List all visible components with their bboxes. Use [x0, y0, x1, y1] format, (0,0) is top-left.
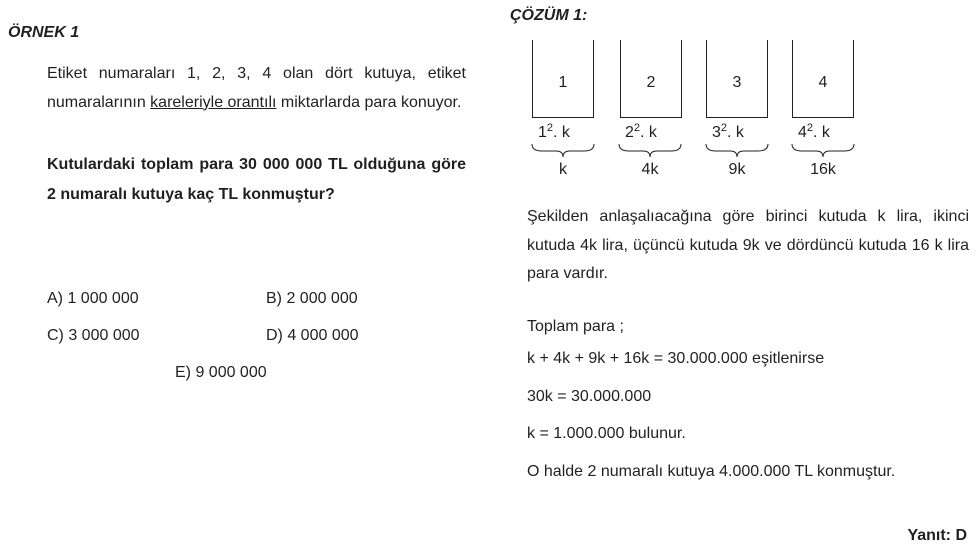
intro-text-end: miktarlarda para konuyor.: [276, 93, 462, 111]
box-4-number: 4: [818, 74, 828, 91]
box-2-square-label: $2^2$. k: [625, 122, 657, 141]
box-3: [706, 40, 768, 118]
intro-text: Etiket numaraları 1, 2, 3, 4 olan dört kutuya, etiket numaralarının: [47, 65, 466, 111]
brace-icon: [530, 143, 596, 159]
box-1-number: 1: [558, 74, 568, 91]
answer: Yanıt: D: [907, 527, 967, 544]
conclusion: O halde 2 numaralı kutuya 4.000.000 TL konmuştur.: [527, 463, 896, 480]
box-3-number: 3: [732, 74, 742, 91]
equation: k + 4k + 9k + 16k = 30.000.000 eşitlenirse: [527, 350, 825, 367]
intro-underlined-text: kareleriyle orantılı: [150, 93, 277, 111]
box-3-square-label: $3^2$. k: [712, 122, 744, 141]
box-1-result: k: [559, 161, 567, 178]
brace-icon: [790, 143, 856, 159]
box-2-number: 2: [646, 74, 656, 91]
box-4-square-label: $4^2$. k: [798, 122, 830, 141]
step-2: k = 1.000.000 bulunur.: [527, 425, 686, 442]
solution-title: ÇÖZÜM 1:: [510, 7, 588, 24]
option-a: A) 1 000 000: [47, 290, 139, 307]
step-1: 30k = 30.000.000: [527, 388, 652, 405]
total-label: Toplam para ;: [527, 318, 624, 335]
box-4: [792, 40, 854, 118]
option-d: D) 4 000 000: [266, 327, 359, 344]
example-intro: [47, 60, 466, 117]
example-question: Kutulardaki toplam para 30 000 000 TL olduğuna göre 2 numaralı kutuya kaç TL konmuştur?: [47, 156, 466, 203]
box-3-result: 9k: [728, 161, 746, 178]
brace-icon: [704, 143, 770, 159]
box-2-result: 4k: [641, 161, 659, 178]
option-e: E) 9 000 000: [175, 364, 267, 381]
option-c: C) 3 000 000: [47, 327, 140, 344]
box-1-square-label: $1^2$. k: [538, 122, 570, 141]
box-1: [532, 40, 594, 118]
example-title: ÖRNEK 1: [8, 24, 80, 41]
box-4-result: 16k: [810, 161, 836, 178]
box-2: [620, 40, 682, 118]
option-b: B) 2 000 000: [266, 290, 358, 307]
solution-explanation: Şekilden anlaşalıacağına göre birinci kutuda k lira, ikinci kutuda 4k lira, üçüncü kutuda 9k ve dördüncü kutuda 16 k lira para vardır.: [527, 208, 969, 282]
brace-icon: [617, 143, 683, 159]
